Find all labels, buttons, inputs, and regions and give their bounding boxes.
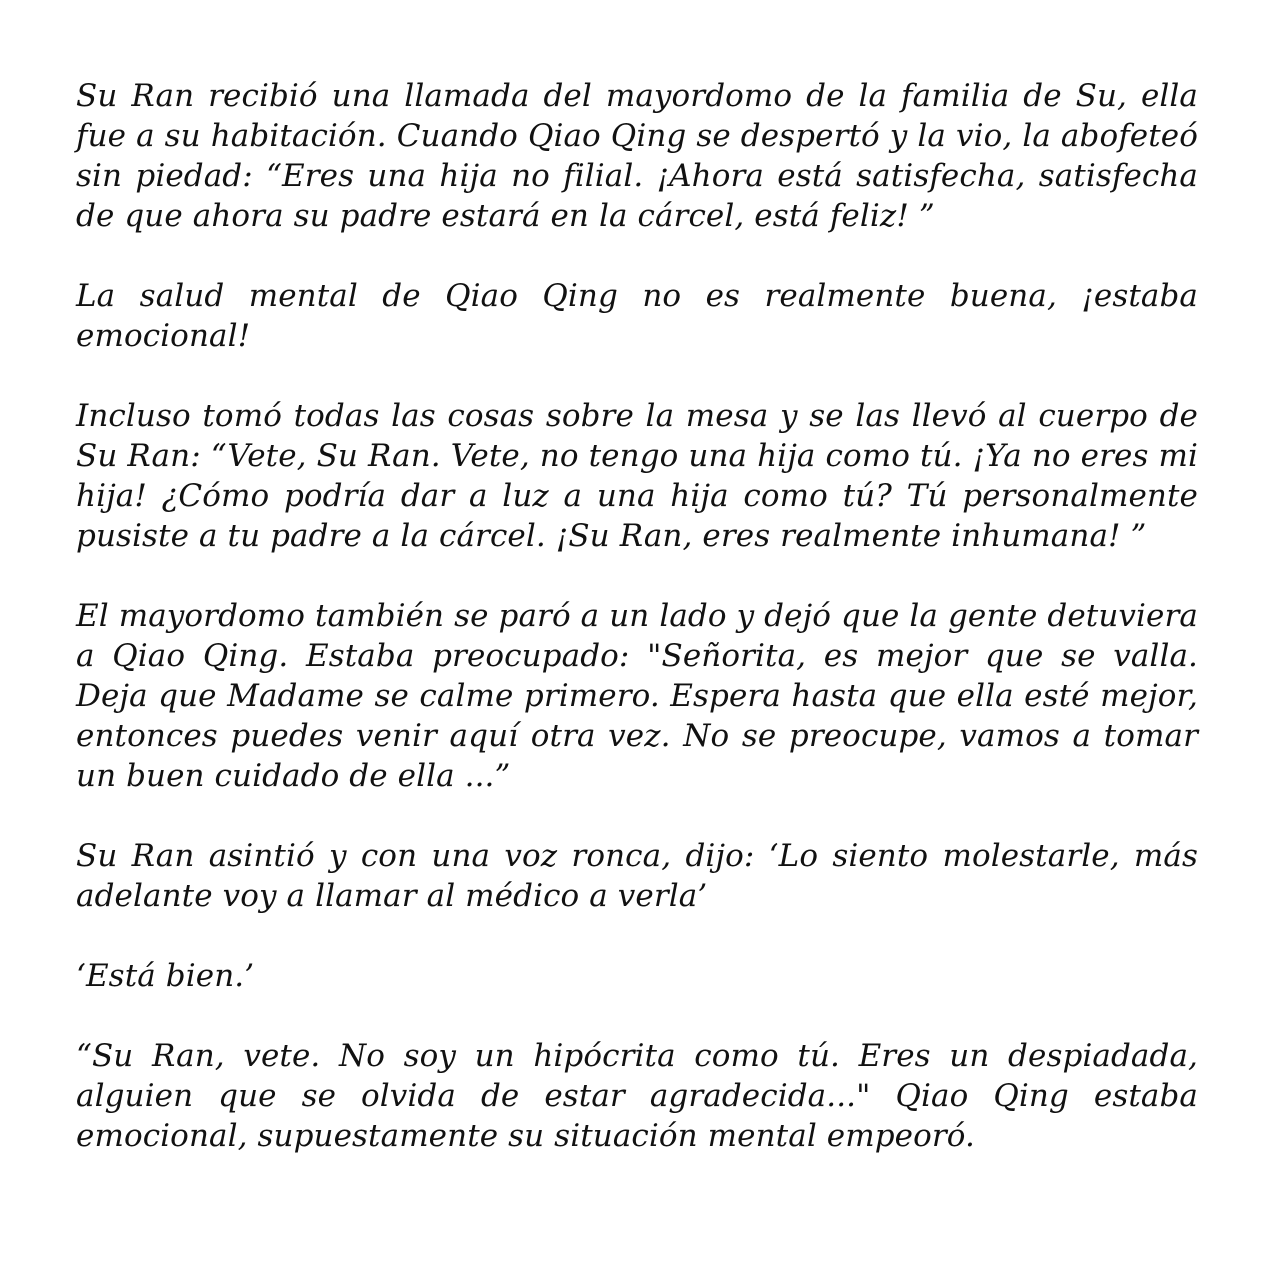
paragraph-3: Incluso tomó todas las cosas sobre la mesa y se las llevó al cuerpo de Su Ran: “Vete, Su Ran. Vete, no tengo una hija como tú. ¡Ya no eres mi hija! ¿Cómo podría dar a luz a una hija como tú? Tú personalmente pusiste a tu padre a la cárcel. ¡Su Ran, eres realmente inhumana! ” (76, 398, 1198, 554)
paragraph-1: Su Ran recibió una llamada del mayordomo de la familia de Su, ella fue a su habitación. Cuando Qiao Qing se despertó y la vio, la abofeteó sin piedad: “Eres una hija no filial. ¡Ahora está satisfecha, satisfecha de que ahora su padre estará en la cárcel, está feliz! ” (76, 78, 1198, 234)
document-page (76, 76, 1198, 1156)
paragraph-4: El mayordomo también se paró a un lado y dejó que la gente detuviera a Qiao Qing. Estaba preocupado: "Señorita, es mejor que se valla. Deja que Madame se calme primero. Espera hasta que ella esté mejor, entonces puedes venir aquí otra vez. No se preocupe, vamos a tomar un buen cuidado de ella ...” (76, 598, 1198, 794)
paragraph-5: Su Ran asintió y con una voz ronca, dijo: ‘Lo siento molestarle, más adelante voy a llamar al médico a verla’ (76, 838, 1198, 914)
paragraph-7: “Su Ran, vete. No soy un hipócrita como tú. Eres un despiadada, alguien que se olvida de estar agradecida..." Qiao Qing estaba emocional, supuestamente su situación mental empeoró. (76, 1038, 1198, 1154)
paragraph-6: ‘Está bien.’ (76, 958, 255, 994)
paragraph-2: La salud mental de Qiao Qing no es realmente buena, ¡estaba emocional! (76, 278, 1198, 354)
